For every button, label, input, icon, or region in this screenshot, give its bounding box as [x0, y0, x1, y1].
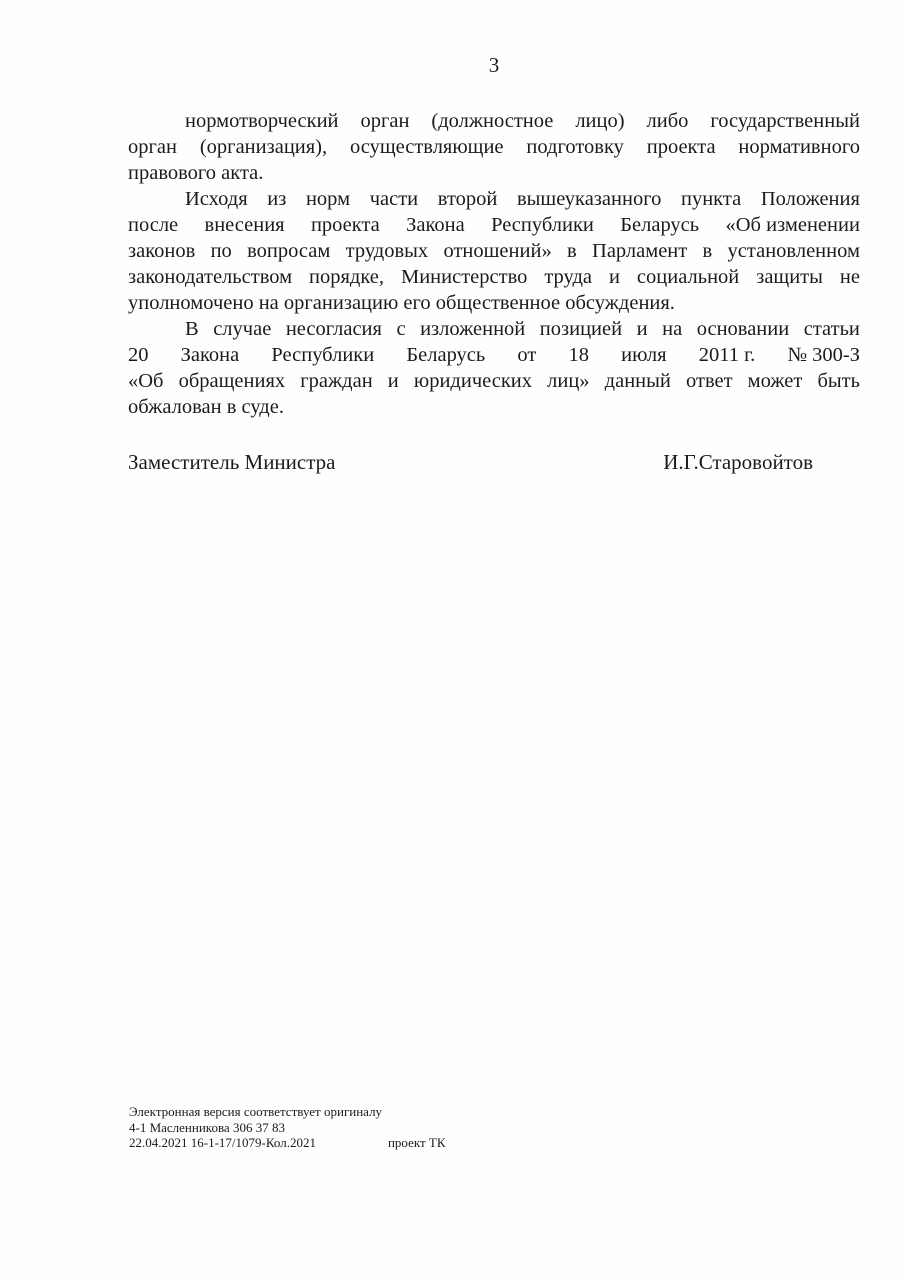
body-line: 20 Закона Республики Беларусь от 18 июля 2011 г. № 300-З	[128, 344, 860, 366]
footer-certification-line: Электронная версия соответствует оригиналу	[129, 1104, 383, 1119]
footer-reference: 22.04.2021 16-1-17/1079-Кол.2021	[129, 1135, 316, 1150]
signature-title: Заместитель Министра	[128, 450, 336, 474]
signature-name: И.Г.Старовойтов	[663, 450, 813, 474]
body-line: орган (организация), осуществляющие подготовку проекта нормативного	[128, 136, 860, 158]
body-line: В случае несогласия с изложенной позицией и на основании статьи	[185, 318, 860, 340]
signature-row	[128, 449, 860, 475]
body-line: правового акта.	[128, 162, 264, 184]
body-line: нормотворческий орган (должностное лицо) либо государственный	[185, 110, 860, 132]
body-line: законов по вопросам трудовых отношений» в Парламент в установленном	[128, 240, 860, 262]
body-line: законодательством порядке, Министерство труда и социальной защиты не	[128, 266, 860, 288]
footer-reference-line	[129, 1135, 446, 1151]
body-line: Исходя из норм части второй вышеуказанного пункта Положения	[185, 188, 860, 210]
body-line: «Об обращениях граждан и юридических лиц» данный ответ может быть	[128, 370, 860, 392]
footer-executor-line: 4-1 Масленникова 306 37 83	[129, 1119, 285, 1135]
body-line: после внесения проекта Закона Республики Беларусь «Об изменении	[128, 214, 860, 236]
page-number: 3	[488, 53, 500, 77]
footer-note: проект ТК	[387, 1135, 446, 1150]
footer-block	[129, 1104, 446, 1151]
body-line: уполномочено на организацию его общественное обсуждения.	[128, 292, 675, 314]
body-line: обжалован в суде.	[128, 396, 284, 418]
letter-body	[128, 108, 860, 420]
